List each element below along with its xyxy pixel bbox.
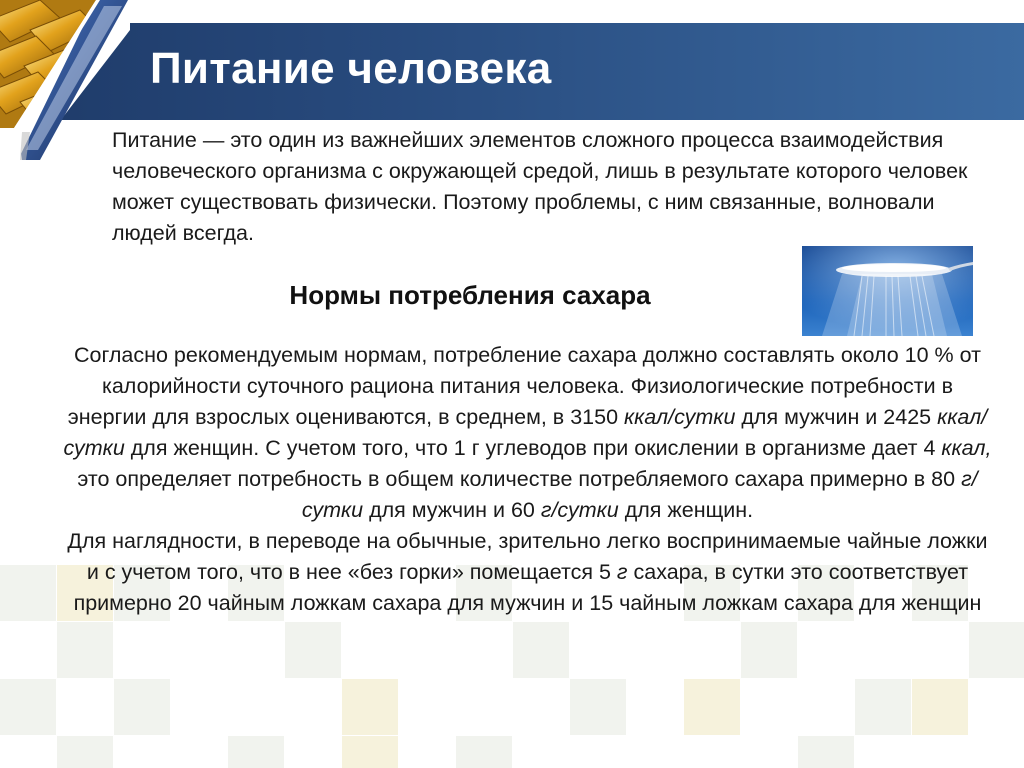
page-title: Питание человека xyxy=(150,44,552,93)
unit-g-day-women: г/сутки xyxy=(540,498,619,522)
text-segment: Для наглядности, в переводе на обычные, зрительно легко воспринимаемые чайные ложки и с учетом того, что в нее «без горки» помещается 5 xyxy=(67,529,988,584)
unit-kcal-day-women: ккал/сутки xyxy=(63,405,988,460)
intro-paragraph: Питание — это один из важнейших элементов сложного процесса взаимодействия человеческого организма с окружающей средой, лишь в результате которого человек может существовать физически. Поэтому проблемы, с ним связанные, волновали людей всегда. xyxy=(112,128,968,245)
text-segment: это определяет потребность в общем количестве потребляемого сахара примерно в 80 xyxy=(77,467,962,491)
unit-kcal: ккал, xyxy=(941,436,992,460)
text-segment: для мужчин и 2425 xyxy=(735,405,938,429)
text-segment: для мужчин и 60 xyxy=(363,498,541,522)
unit-g-day-men: г/сутки xyxy=(301,467,978,522)
text-segment: для женщин. С учетом того, что 1 г углеводов при окислении в организме дает 4 xyxy=(124,436,942,460)
unit-kcal-day-men: ккал/сутки xyxy=(624,405,736,429)
sugar-norms-paragraph xyxy=(60,340,995,619)
unit-g: г xyxy=(616,560,628,584)
sugar-spoon-photo xyxy=(802,246,973,336)
text-segment: сахара, в сутки это соответствует примерно 20 чайным ложкам сахара для мужчин и 15 чайным ложкам сахара для женщин xyxy=(73,560,982,615)
gold-bars-logo-icon xyxy=(0,0,130,160)
text-segment: для женщин. xyxy=(618,498,754,522)
section-heading: Нормы потребления сахара xyxy=(289,280,651,310)
text-segment: Согласно рекомендуемым нормам, потребление сахара должно составлять около 10 % от калорийности суточного рациона питания человека. Физиологические потребности в энергии для взрослых оцениваются, в среднем, в 3150 xyxy=(67,343,981,429)
